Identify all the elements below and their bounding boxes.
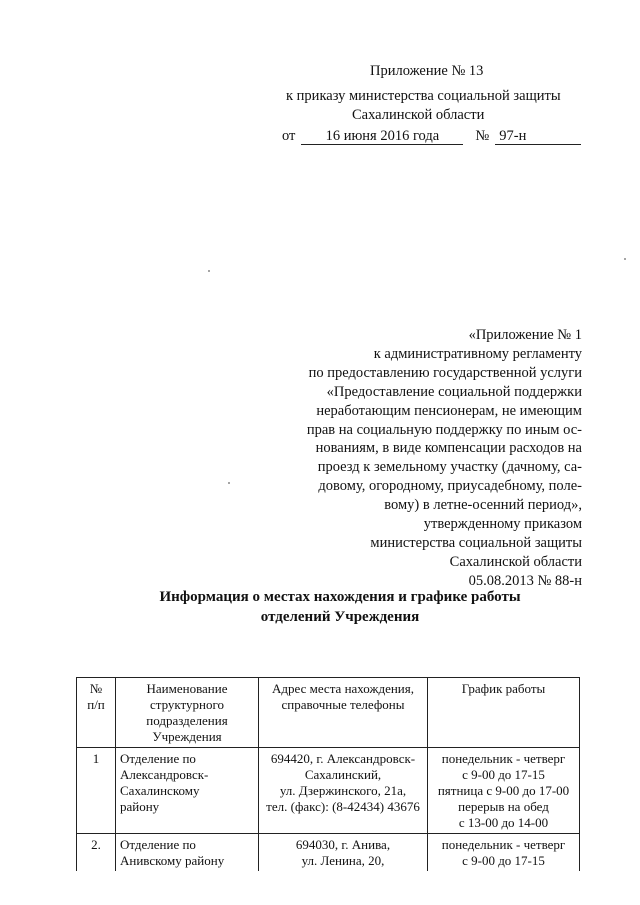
appendix-line2: Сахалинской области <box>352 107 485 123</box>
from-label: от <box>282 128 296 144</box>
row-num: 2. <box>77 834 116 872</box>
row-schedule: понедельник - четверг с 9-00 до 17-15 пятница с 9-00 до 17-00 перерыв на обед с 13-00 до 14-00 <box>428 748 580 834</box>
row-address: 694420, г. Александровск- Сахалинский, ул. Дзержинского, 21а, тел. (факс): (8-42434) 43676 <box>259 748 428 834</box>
number-label: № <box>475 128 490 144</box>
scan-speck <box>208 270 210 272</box>
header-address: Адрес места нахождения, справочные телефоны <box>259 678 428 748</box>
order-number: 97-н <box>495 128 581 145</box>
appendix-line1: к приказу министерства социальной защиты <box>286 88 561 104</box>
scan-speck <box>624 258 626 260</box>
offices-table <box>76 677 580 871</box>
row-address: 694030, г. Анива, ул. Ленина, 20, <box>259 834 428 872</box>
order-date: 16 июня 2016 года <box>301 128 463 145</box>
regulation-line: к административному регламенту <box>373 345 582 362</box>
scan-speck <box>228 482 230 484</box>
regulation-line: довому, огородному, приусадебному, поле- <box>318 478 582 495</box>
regulation-line: по предоставлению государственной услуги <box>308 364 582 381</box>
regulation-line: прав на социальную поддержку по иным ос- <box>306 421 582 438</box>
row-name: Отделение по Анивскому району <box>116 834 259 872</box>
regulation-block <box>252 326 582 591</box>
regulation-line: Сахалинской области <box>449 553 582 570</box>
table-row <box>77 834 580 872</box>
header-num: № п/п <box>77 678 116 748</box>
table-row <box>77 748 580 834</box>
regulation-line: «Приложение № 1 <box>468 327 582 343</box>
row-schedule: понедельник - четверг с 9-00 до 17-15 <box>428 834 580 872</box>
row-num: 1 <box>77 748 116 834</box>
regulation-line: 05.08.2013 № 88-н <box>468 572 582 589</box>
header-schedule: График работы <box>428 678 580 748</box>
regulation-line: «Предоставление социальной поддержки <box>326 383 582 400</box>
row-name: Отделение по Александровск- Сахалинскому району <box>116 748 259 834</box>
regulation-line: утвержденному приказом <box>423 516 582 533</box>
header-name: Наименование структурного подразделения Учреждения <box>116 678 259 748</box>
heading-line1: Информация о местах нахождения и графике работы <box>159 589 521 605</box>
document-heading <box>110 587 570 627</box>
regulation-line: неработающим пенсионерам, не имеющим <box>316 402 582 419</box>
heading-line2: отделений Учреждения <box>260 609 420 625</box>
regulation-line: министерства социальной защиты <box>370 534 582 551</box>
regulation-line: вому) в летне-осенний период», <box>384 497 582 514</box>
table-header-row <box>77 678 580 748</box>
regulation-line: нованиям, в виде компенсации расходов на <box>315 440 582 457</box>
appendix-date-row <box>282 127 602 146</box>
appendix-block <box>282 62 602 146</box>
regulation-line: проезд к земельному участку (дачному, са- <box>317 459 582 476</box>
appendix-title: Приложение № 13 <box>370 63 484 79</box>
